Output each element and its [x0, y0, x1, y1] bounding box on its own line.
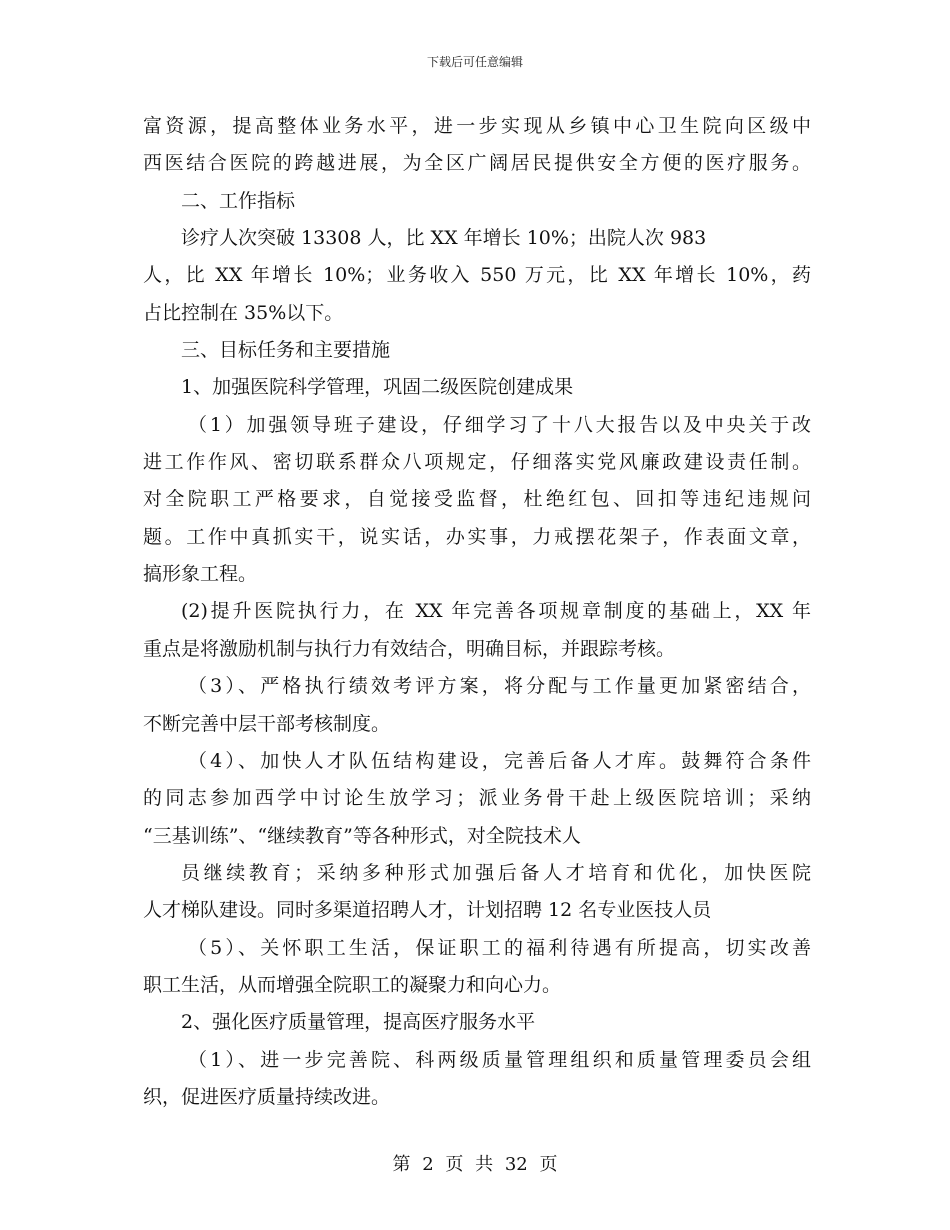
paragraph-line: 的同志参加西学中讨论生放学习；派业务骨干赴上级医院培训；采纳: [143, 787, 811, 810]
paragraph-line: 重点是将激励机制与执行力有效结合，明确目标，并跟踪考核。: [143, 637, 676, 660]
paragraph-line: 占比控制在 35%以下。: [143, 301, 344, 324]
page-number: 第 2 页 共 32 页: [392, 1154, 558, 1175]
paragraph-line: （1）、进一步完善院、科两级质量管理组织和质量管理委员会组: [188, 1048, 811, 1071]
document-body: [143, 108, 811, 1116]
paragraph-line: 题。工作中真抓实干，说实话，办实事，力戒摆花架子，作表面文章，: [143, 525, 811, 548]
paragraph-line: 织，促进医疗质量持续改进。: [143, 1085, 391, 1108]
subsection-heading: 2、强化医疗质量管理，提高医疗服务水平: [181, 1011, 536, 1034]
page-header: 下载后可任意编辑: [426, 55, 523, 69]
paragraph-line: 职工生活，从而增强全院职工的凝聚力和向心力。: [143, 973, 562, 996]
paragraph-line: “三基训练”、“继续教育”等各种形式，对全院技术人: [143, 824, 581, 847]
paragraph-line: 对全院职工严格要求，自觉接受监督，杜绝红包、回扣等违纪违规问: [143, 488, 811, 511]
paragraph-line: 富资源，提高整体业务水平，进一步实现从乡镇中心卫生院向区级中: [143, 115, 811, 137]
section-heading: 二、工作指标: [181, 189, 296, 212]
paragraph-line: 进工作作风、密切联系群众八项规定，仔细落实党风廉政建设责任制。: [143, 451, 811, 474]
paragraph-line: 诊疗人次突破 13308 人，比 XX 年增长 10%；出院人次 983: [181, 227, 707, 250]
paragraph-line: 员继续教育；采纳多种形式加强后备人才培育和优化，加快医院: [181, 861, 811, 884]
paragraph-line: （3）、严格执行绩效考评方案，将分配与工作量更加紧密结合，: [188, 675, 811, 698]
paragraph-line: (2)提升医院执行力，在 XX 年完善各项规章制度的基础上，XX 年: [181, 600, 811, 623]
subsection-heading: 1、加强医院科学管理，巩固二级医院创建成果: [181, 376, 574, 399]
section-heading: 三、目标任务和主要措施: [181, 339, 391, 362]
paragraph-line: 不断完善中层干部考核制度。: [143, 712, 391, 735]
paragraph-line: 搞形象工程。: [143, 563, 258, 586]
paragraph-line: （4）、加快人才队伍结构建设，完善后备人才库。鼓舞符合条件: [188, 749, 811, 772]
paragraph-line: （5）、关怀职工生活，保证职工的福利待遇有所提高，切实改善: [188, 936, 811, 959]
paragraph-line: 人才梯队建设。同时多渠道招聘人才，计划招聘 12 名专业医技人员: [143, 899, 712, 922]
paragraph-line: 人，比 XX 年增长 10%；业务收入 550 万元，比 XX 年增长 10%，药: [143, 264, 811, 287]
paragraph-line: （1）加强领导班子建设，仔细学习了十八大报告以及中央关于改: [188, 413, 811, 436]
paragraph-line: 西医结合医院的跨越进展，为全区广阔居民提供安全方便的医疗服务。: [143, 152, 811, 175]
